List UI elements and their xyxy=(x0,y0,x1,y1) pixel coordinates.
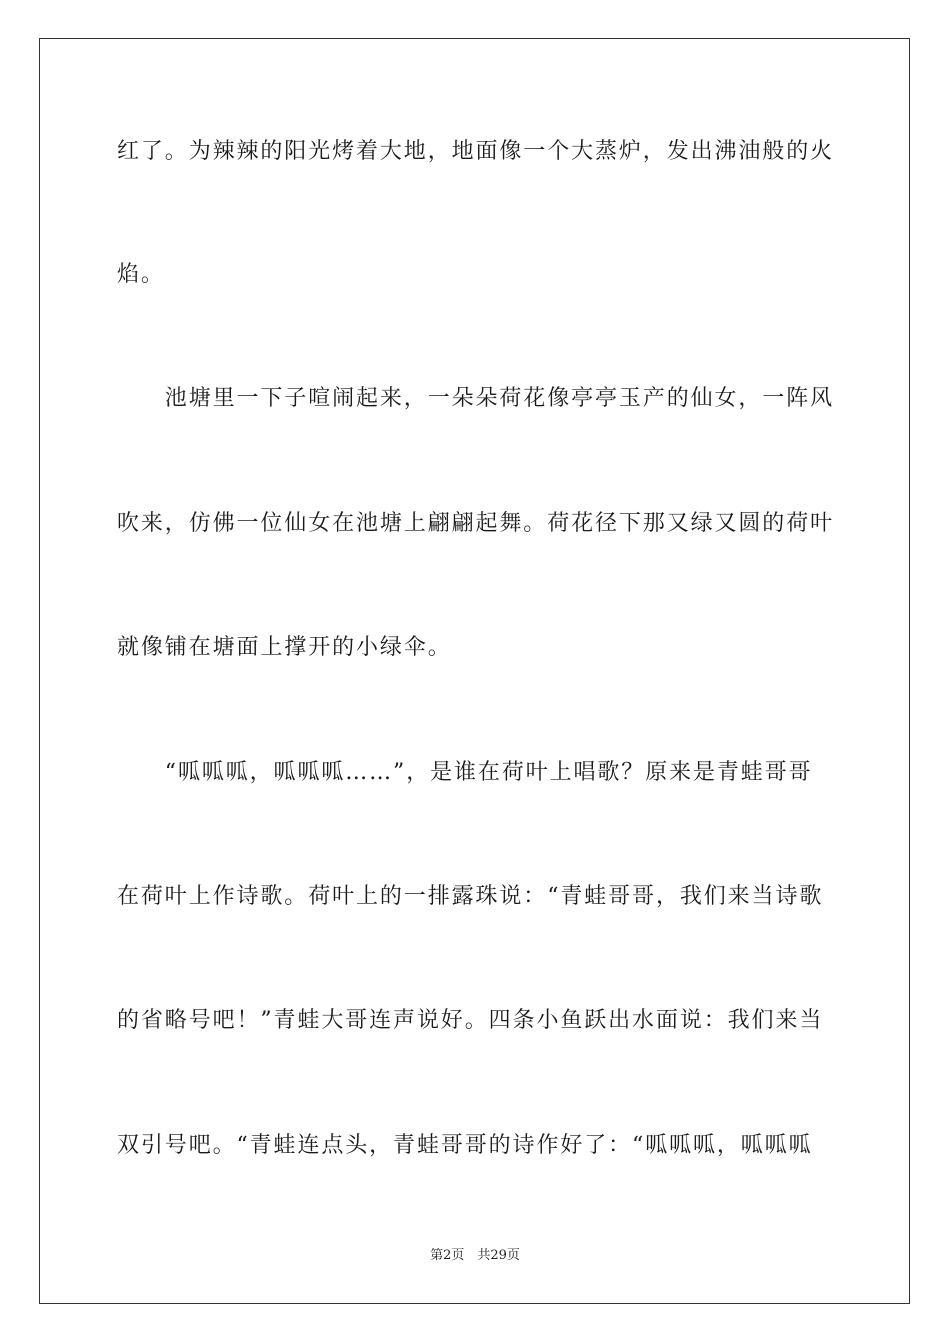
text-line-9: 双引号吧。“青蛙连点头，青蛙哥哥的诗作好了：“呱呱呱，呱呱呱 xyxy=(117,1133,813,1158)
text-line-6: “呱呱呱，呱呱呱……”，是谁在荷叶上唱歌？原来是青蛙哥哥 xyxy=(117,760,813,785)
text-line-2: 焰。 xyxy=(117,262,165,287)
text-line-8: 的省略号吧！”青蛙大哥连声说好。四条小鱼跃出水面说：我们来当 xyxy=(117,1008,824,1033)
text-line-1: 红了。为辣辣的阳光烤着大地，地面像一个大蒸炉，发出沸油般的火 xyxy=(117,139,835,164)
page-border xyxy=(39,38,910,1304)
text-line-7: 在荷叶上作诗歌。荷叶上的一排露珠说：“青蛙哥哥，我们来当诗歌 xyxy=(117,884,824,909)
page-number-label: 第2页 共29页 xyxy=(430,1248,520,1263)
text-line-4: 吹来，仿佛一位仙女在池塘上翩翩起舞。荷花径下那又绿又圆的荷叶 xyxy=(117,511,835,536)
page-footer xyxy=(0,1247,950,1265)
text-line-5: 就像铺在塘面上撑开的小绿伞。 xyxy=(117,635,452,660)
text-line-3: 池塘里一下子喧闹起来，一朵朵荷花像亭亭玉产的仙女，一阵风 xyxy=(117,386,835,411)
